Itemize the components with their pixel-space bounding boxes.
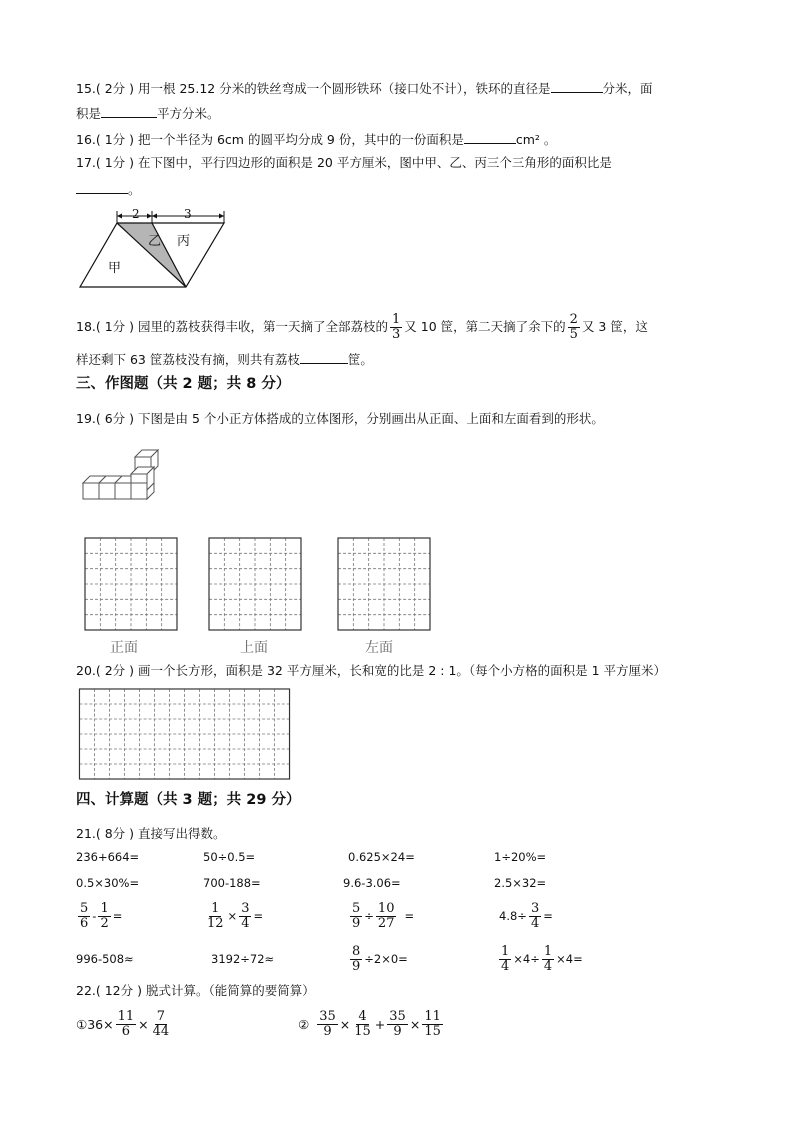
grid-front-view[interactable] [84,536,178,632]
q17-text: 17.( 1分 ) 在下图中，平行四边形的面积是 20 平方厘米，图中甲、乙、丙三个三角形的面积比是 [76,155,612,170]
cube-stack-figure [80,449,162,507]
calc-r1-c4: 1÷20%= [494,850,547,864]
q16-line [76,131,556,148]
calc-r2-c4: 2.5×32= [494,876,547,890]
grid-rectangle-drawing[interactable] [76,688,293,780]
section-3-heading: 三、作图题（共 2 题；共 8 分） [76,376,291,392]
q21-text: 21.( 8分 ) 直接写出得数。 [76,826,226,841]
section-4-heading: 四、计算题（共 3 题；共 29 分） [76,792,301,808]
label-jia: 甲 [108,261,122,276]
calc-r2-c1: 0.5×30%= [76,876,140,890]
q22-text: 22.( 12分 ) 脱式计算。（能简算的要简算） [76,983,315,998]
caption-left: 左面 [365,640,393,656]
q18-text-c: 又 3 筐，这 [581,319,648,335]
calc-r1-c2: 50÷0.5= [203,850,256,864]
calc-r1-c3: 0.625×24= [348,850,415,864]
grid-left-view[interactable] [337,536,431,632]
calc-r2-c3: 9.6-3.06= [343,876,401,890]
calc-r3-c1: $\frac{5}{6}$ - $\frac{1}{2}$ = [80,900,123,931]
dim-label-3: 3 [184,207,192,221]
q17-line2 [76,181,141,198]
q17-ratio-blank[interactable] [76,181,128,194]
calc-r4-c1: 996-508≈ [76,952,134,966]
q22-problem-2: ② $\frac{35}{9}$ × $\frac{4}{15}$ + $\frac{35}{9}$ × $\frac{11}{15}$ [298,1008,441,1039]
q20-text: 20.( 2分 ) 画一个长方形，面积是 32 平方厘米，长和宽的比是 2 : 1。（每个小方格的面积是 1 平方厘米） [76,663,667,678]
calc-r4-c3: $\frac{8}{9}$ ÷2×0= [352,943,408,974]
q18-text-e: 筐。 [347,352,373,367]
q17-line1 [76,155,612,171]
q18-blank[interactable] [300,351,348,364]
dim-label-2: 2 [132,207,140,221]
calc-r4-c4: $\frac{1}{4}$ ×4÷ $\frac{1}{4}$ ×4= [501,943,583,974]
calc-r3-c3: $\frac{5}{9}$ ÷ $\frac{10}{27}$ = [352,900,415,931]
q22-problem-1: ①36× $\frac{11}{6}$ × $\frac{7}{44}$ [76,1008,170,1039]
label-yi: 乙 [148,234,162,249]
q19-text: 19.( 6分 ) 下图是由 5 个小正方体搭成的立体图形，分别画出从正面、上面和左面看到的形状。 [76,411,604,426]
q15-text-c: 积是 [76,106,102,121]
q15-diameter-blank[interactable] [551,80,603,93]
q15-line2 [76,105,220,122]
q16-text: 16.( 1分 ) 把一个半径为 6cm 的圆平均分成 9 份，其中的一份面积是 [76,132,464,147]
q18-fraction-2: $\frac{2}{5}$ [569,311,578,342]
q18-fraction-1: $\frac{1}{3}$ [392,311,401,342]
q15-text-b: 分米，面 [602,81,653,96]
q15-text-d: 平方分米。 [157,106,220,121]
calc-r4-c2: 3192÷72≈ [211,952,275,966]
calc-r2-c2: 700-188= [203,876,261,890]
q18-text-b: 又 10 筐，第二天摘了余下的 [404,319,566,335]
label-bing: 丙 [177,234,191,249]
calc-r1-c1: 236+664= [76,850,140,864]
q18-line1 [76,310,648,344]
q15-text: 15.( 2分 ) 用一根 25.12 分米的铁丝弯成一个圆形铁环（接口处不计），铁环的直径是 [76,81,551,96]
q17-text-b: 。 [128,182,141,197]
q18-text: 18.( 1分 ) 园里的荔枝获得丰收，第一天摘了全部荔枝的 [76,319,389,335]
calc-r3-c4: 4.8÷ $\frac{3}{4}$ = [499,900,553,931]
q16-text-b: cm² 。 [515,132,557,147]
q16-blank[interactable] [464,131,516,144]
q15-area-blank[interactable] [101,105,157,118]
q15-line1 [76,80,653,97]
grid-top-view[interactable] [208,536,302,632]
calc-r3-c2: $\frac{1}{12}$ × $\frac{3}{4}$ = [207,900,264,931]
caption-top: 上面 [240,640,268,656]
parallelogram-figure [76,203,236,295]
q18-line2 [76,351,373,368]
q18-text-d: 样还剩下 63 筐荔枝没有摘，则共有荔枝 [76,352,300,367]
caption-front: 正面 [110,640,138,656]
